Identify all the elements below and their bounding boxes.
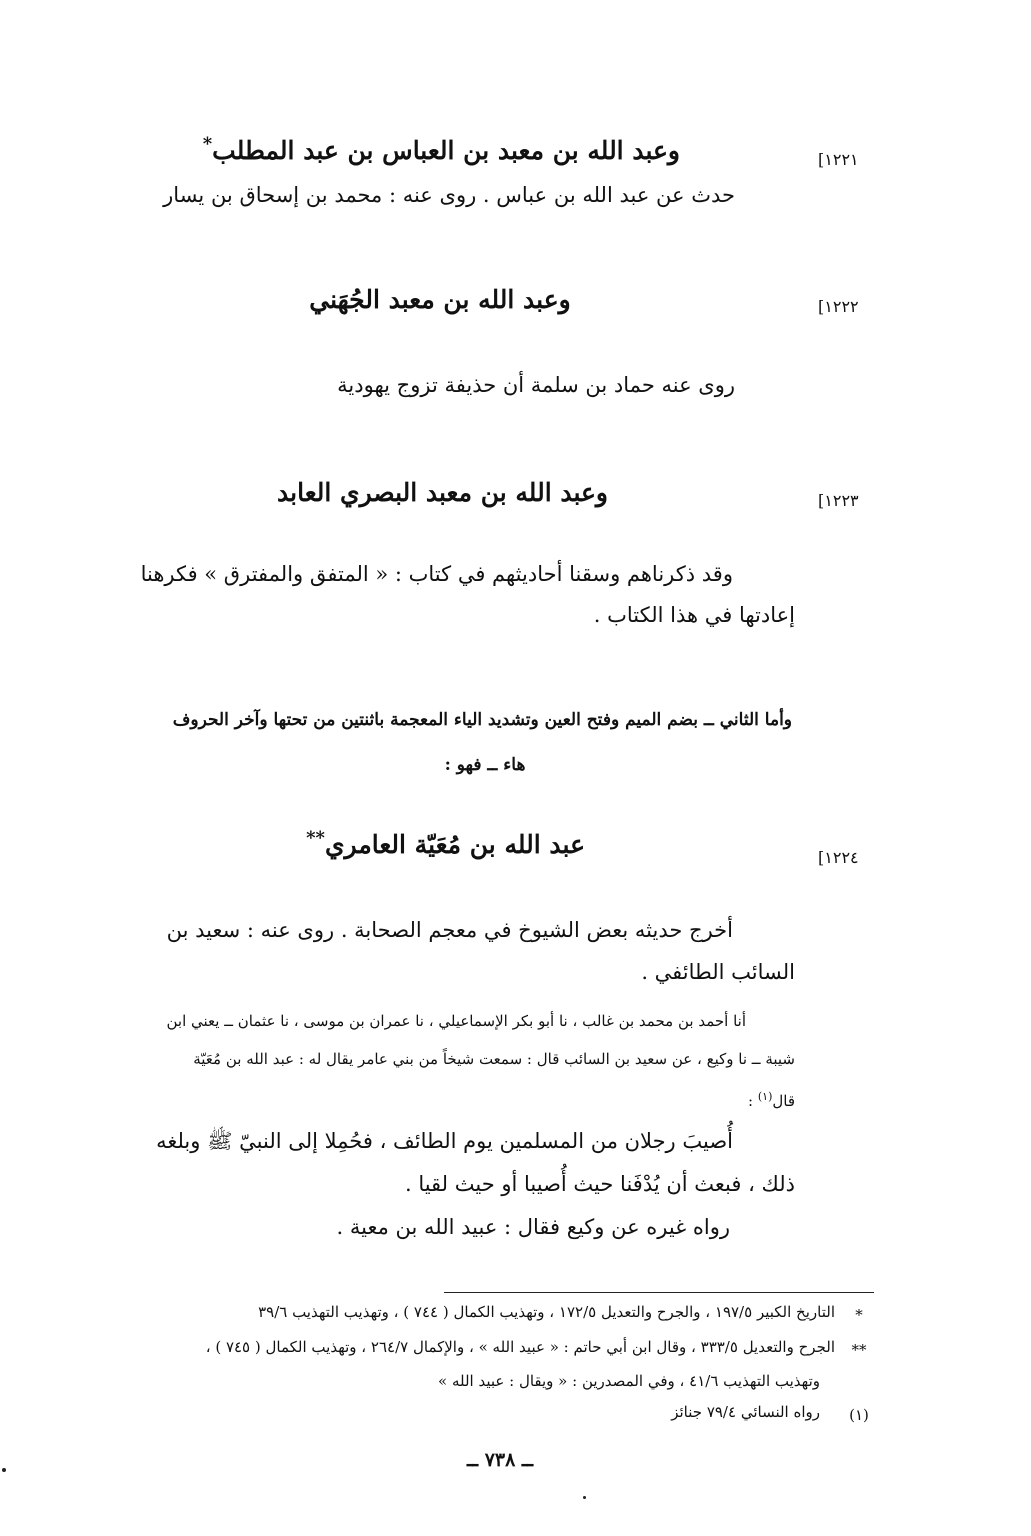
footnote-marker: * [202, 133, 213, 155]
entry-text-line: إعادتها في هذا الكتاب . [593, 603, 795, 627]
note-line: وأما الثاني ــ بضم الميم وفتح العين وتشديد الياء المعجمة باثنتين من تحتها وآخر الحروف [172, 710, 792, 730]
footnote-line: الجرح والتعديل ٣٣٣/٥ ، وقال ابن أبي حاتم : « عبيد الله » ، والإكمال ٢٦٤/٧ ، وتهذيب الكمال ( ٧٤٥ ) ، [205, 1338, 835, 1356]
entry-text-line: السائب الطائفي . [641, 960, 795, 984]
footnote-marker: ** [851, 1341, 867, 1359]
closing-line: رواه غيره عن وكيع فقال : عبيد الله بن معية . [336, 1215, 730, 1239]
isnad-line [700, 1092, 795, 1110]
isnad-line: أنا أحمد بن محمد بن غالب ، نا أبو بكر الإسماعيلي ، نا عمران بن موسى ، نا عثمان ــ يعني ابن [166, 1012, 746, 1030]
hadith-line: ذلك ، فبعث أن يُدْفَنا حيث أُصيبا أو حيث لقيا . [404, 1172, 795, 1196]
isnad-colon: : [748, 1092, 754, 1110]
entry-title-text: عبد الله بن مُعَيّة العامري [324, 830, 585, 859]
entry-title [306, 827, 585, 859]
footnote-marker: * [855, 1306, 863, 1324]
entry-number: [١٢٢٤ [818, 848, 859, 867]
entry-number: [١٢٢٢ [818, 297, 859, 316]
entry-title: وعبد الله بن معبد الجُهَني [309, 285, 571, 314]
entry-number: [١٢٢٣ [818, 491, 859, 510]
page-number: ــ ٧٣٨ ــ [466, 1449, 534, 1471]
hadith-line: أُصيبَ رجلان من المسلمين يوم الطائف ، فحُمِلا إلى النبيّ ﷺ وبلغه [156, 1129, 733, 1153]
entry-text-line: روى عنه حماد بن سلمة أن حذيفة تزوج يهودية [337, 373, 735, 397]
footnote-marker: (١) [849, 1406, 869, 1424]
entry-title: وعبد الله بن معبد البصري العابد [277, 478, 608, 507]
entry-text-line: أخرج حديثه بعض الشيوخ في معجم الصحابة . روى عنه : سعيد بن [166, 918, 733, 942]
footnote-line: وتهذيب التهذيب ٤١/٦ ، وفي المصدرين : « ويقال : عبيد الله » [438, 1372, 820, 1390]
footnote-line: رواه النسائي ٧٩/٤ جنائز [671, 1403, 820, 1421]
isnad-line: شيبة ــ نا وكيع ، عن سعيد بن السائب قال : سمعت شيخاً من بني عامر يقال له : عبد الله بن مُعَيّة [193, 1050, 795, 1068]
scan-speck [2, 1468, 6, 1472]
footnote-marker: ** [306, 827, 325, 849]
footnote-separator [444, 1292, 874, 1293]
entry-text-line: حدث عن عبد الله بن عباس . روى عنه : محمد بن إسحاق بن يسار [163, 183, 735, 207]
entry-title-text: وعبد الله بن معبد بن العباس بن عبد المطلب [212, 136, 680, 165]
footnote-reference: (١) [757, 1090, 773, 1103]
entry-title [202, 133, 680, 165]
note-line: هاء ــ فهو : [444, 755, 526, 775]
entry-text-line: وقد ذكرناهم وسقنا أحاديثهم في كتاب : « المتفق والمفترق » فكرهنا [140, 562, 733, 586]
scan-speck [583, 1496, 586, 1499]
footnote-line: التاريخ الكبير ١٩٧/٥ ، والجرح والتعديل ١٧٢/٥ ، وتهذيب الكمال ( ٧٤٤ ) ، وتهذيب التهذيب ٣٩/٦ [258, 1303, 835, 1321]
entry-number: [١٢٢١ [818, 150, 859, 169]
isnad-text: قال [772, 1092, 795, 1110]
